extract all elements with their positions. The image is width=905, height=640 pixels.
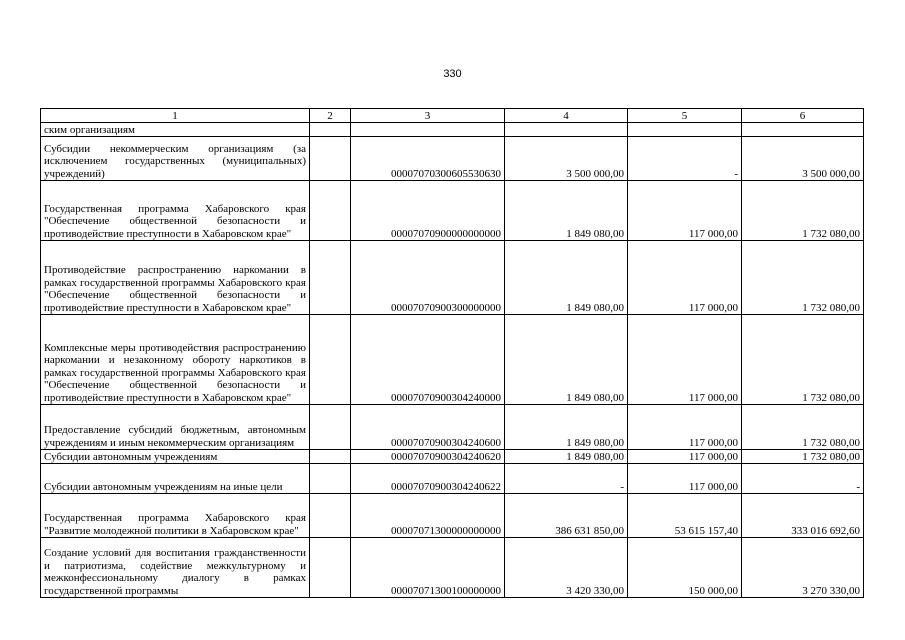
row-name: ским организациям <box>41 123 310 137</box>
row-value-5: 117 000,00 <box>628 315 742 405</box>
row-code: 00007070900304240000 <box>351 315 505 405</box>
row-col2 <box>310 494 351 538</box>
table-row <box>41 137 864 181</box>
row-name: Предоставление субсидий бюджетным, автономным учреждениям и иным некоммерческим организациям <box>41 405 310 450</box>
row-value-6: 3 270 330,00 <box>742 538 864 598</box>
budget-table <box>40 108 864 598</box>
row-name: Субсидии автономным учреждениям <box>41 450 310 464</box>
row-name: Субсидии автономным учреждениям на иные цели <box>41 464 310 494</box>
table-row <box>41 241 864 315</box>
row-col2 <box>310 315 351 405</box>
row-col2 <box>310 241 351 315</box>
row-code: 00007070900304240622 <box>351 464 505 494</box>
row-value-6: 3 500 000,00 <box>742 137 864 181</box>
column-header-2: 2 <box>310 109 351 123</box>
row-code <box>351 123 505 137</box>
row-value-4: 1 849 080,00 <box>505 241 628 315</box>
row-value-5: 117 000,00 <box>628 450 742 464</box>
row-name: Субсидии некоммерческим организациям (за исключением государственных (муниципальных) учреждений) <box>41 137 310 181</box>
row-value-5: - <box>628 137 742 181</box>
row-code: 00007071300100000000 <box>351 538 505 598</box>
row-name: Создание условий для воспитания гражданственности и патриотизма, содействие межкультурному и межконфессиональному диалогу в рамках государственной программы <box>41 538 310 598</box>
column-header-3: 3 <box>351 109 505 123</box>
row-value-6: 1 732 080,00 <box>742 405 864 450</box>
row-col2 <box>310 137 351 181</box>
row-name: Комплексные меры противодействия распространению наркомании и незаконному обороту наркотиков в рамках государственной программы Хабаровского края "Обеспечение общественной безопасности и противодействие преступности в Хабаровском крае" <box>41 315 310 405</box>
column-header-5: 5 <box>628 109 742 123</box>
row-value-4: 3 500 000,00 <box>505 137 628 181</box>
row-value-4: 1 849 080,00 <box>505 315 628 405</box>
row-value-6: 1 732 080,00 <box>742 450 864 464</box>
table-row <box>41 181 864 241</box>
row-col2 <box>310 450 351 464</box>
row-name: Противодействие распространению наркомании в рамках государственной программы Хабаровского края "Обеспечение общественной безопасности и противодействие преступности в Хабаровском крае" <box>41 241 310 315</box>
row-value-6: - <box>742 464 864 494</box>
row-col2 <box>310 181 351 241</box>
table-row <box>41 538 864 598</box>
row-name: Государственная программа Хабаровского края "Развитие молодежной политики в Хабаровском крае" <box>41 494 310 538</box>
row-value-4: 1 849 080,00 <box>505 405 628 450</box>
row-col2 <box>310 464 351 494</box>
row-code: 00007070900304240620 <box>351 450 505 464</box>
row-value-4: 3 420 330,00 <box>505 538 628 598</box>
row-value-5: 117 000,00 <box>628 405 742 450</box>
row-value-5: 117 000,00 <box>628 241 742 315</box>
table-row <box>41 315 864 405</box>
column-header-6: 6 <box>742 109 864 123</box>
row-value-5: 150 000,00 <box>628 538 742 598</box>
row-value-4: 1 849 080,00 <box>505 450 628 464</box>
row-value-4 <box>505 123 628 137</box>
row-name: Государственная программа Хабаровского края "Обеспечение общественной безопасности и противодействие преступности в Хабаровском крае" <box>41 181 310 241</box>
row-col2 <box>310 405 351 450</box>
row-col2 <box>310 538 351 598</box>
row-value-5: 117 000,00 <box>628 464 742 494</box>
row-col2 <box>310 123 351 137</box>
table-row <box>41 494 864 538</box>
table-row <box>41 123 864 137</box>
page-number: 330 <box>443 68 462 80</box>
row-value-5 <box>628 123 742 137</box>
table-row <box>41 464 864 494</box>
row-value-5: 117 000,00 <box>628 181 742 241</box>
row-value-6: 1 732 080,00 <box>742 181 864 241</box>
row-value-6: 1 732 080,00 <box>742 241 864 315</box>
row-code: 00007070300605530630 <box>351 137 505 181</box>
row-value-4: - <box>505 464 628 494</box>
column-header-4: 4 <box>505 109 628 123</box>
column-header-1: 1 <box>41 109 310 123</box>
row-value-6: 1 732 080,00 <box>742 315 864 405</box>
row-value-6 <box>742 123 864 137</box>
row-code: 00007070900300000000 <box>351 241 505 315</box>
row-code: 00007070900000000000 <box>351 181 505 241</box>
table-row <box>41 450 864 464</box>
row-value-6: 333 016 692,60 <box>742 494 864 538</box>
table-header-row <box>41 109 864 123</box>
row-code: 00007070900304240600 <box>351 405 505 450</box>
row-code: 00007071300000000000 <box>351 494 505 538</box>
row-value-5: 53 615 157,40 <box>628 494 742 538</box>
table-row <box>41 405 864 450</box>
row-value-4: 1 849 080,00 <box>505 181 628 241</box>
row-value-4: 386 631 850,00 <box>505 494 628 538</box>
